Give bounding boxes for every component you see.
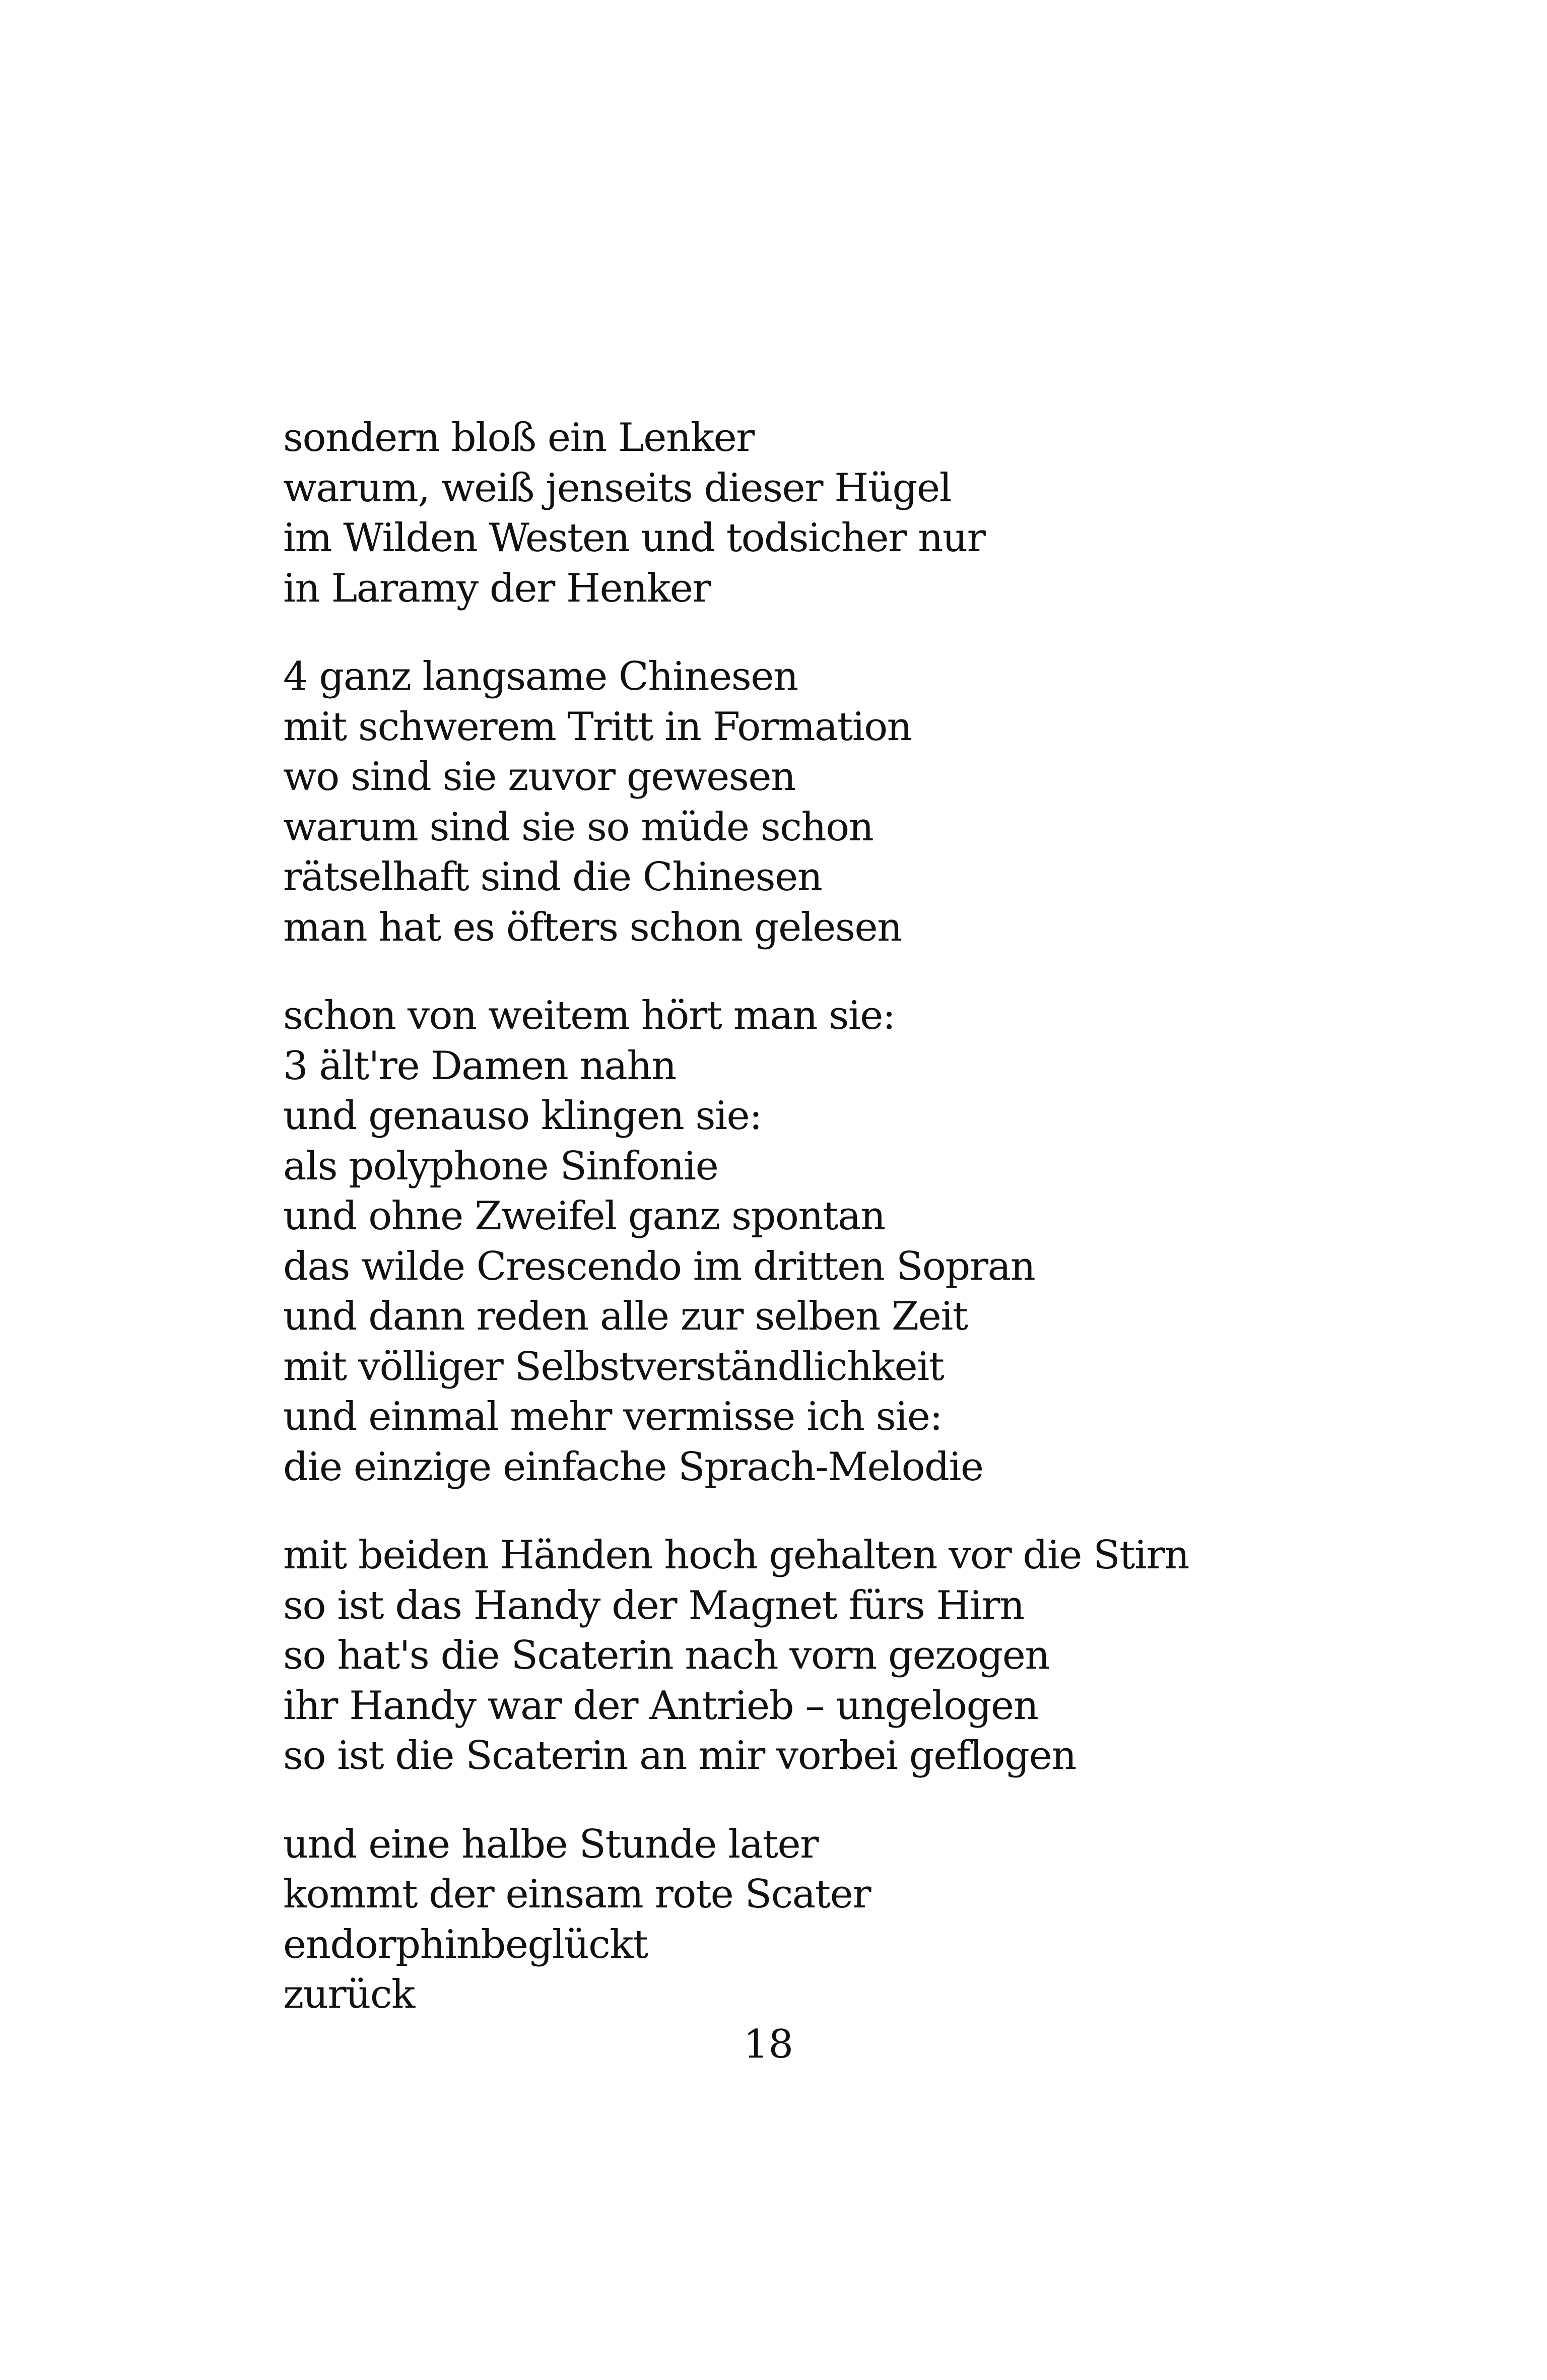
poem-line: zurück: [283, 1972, 415, 2017]
stanza: [283, 991, 1442, 1492]
poem-line: 4 ganz langsame Chinesen: [283, 654, 798, 699]
poem-line: schon von weitem hört man sie:: [283, 993, 895, 1038]
poem-line: sondern bloß ein Lenker: [283, 415, 754, 460]
poem: [283, 413, 1442, 2059]
poem-line: die einzige einfache Sprach-Melodie: [283, 1444, 983, 1490]
poem-line: und eine halbe Stunde later: [283, 1821, 818, 1867]
poem-line: in Laramy der Henker: [283, 565, 711, 611]
page-number: 18: [743, 2022, 794, 2067]
poem-line: mit völliger Selbstverständlichkeit: [283, 1344, 944, 1390]
poem-line: mit schwerem Tritt in Formation: [283, 704, 912, 750]
stanza: [283, 1820, 1442, 2020]
poem-line: als polyphone Sinfonie: [283, 1143, 718, 1189]
poem-line: mit beiden Händen hoch gehalten vor die Stirn: [283, 1533, 1189, 1578]
poem-line: wo sind sie zuvor gewesen: [283, 754, 795, 800]
poem-line: ihr Handy war der Antrieb – ungelogen: [283, 1683, 1038, 1729]
poem-line: und einmal mehr vermisse ich sie:: [283, 1394, 943, 1439]
poem-line: und ohne Zweifel ganz spontan: [283, 1194, 885, 1239]
stanza: [283, 1531, 1442, 1781]
poem-line: so ist die Scaterin an mir vorbei geflogen: [283, 1733, 1076, 1778]
stanza: [283, 652, 1442, 953]
poem-line: rätselhaft sind die Chinesen: [283, 854, 822, 900]
poem-line: das wilde Crescendo im dritten Sopran: [283, 1243, 1035, 1289]
poem-line: so ist das Handy der Magnet fürs Hirn: [283, 1582, 1024, 1628]
poem-line: 3 ält're Damen nahn: [283, 1043, 676, 1089]
poem-line: endorphinbeglückt: [283, 1922, 648, 1967]
poem-line: so hat's die Scaterin nach vorn gezogen: [283, 1633, 1050, 1678]
poem-line: warum sind sie so müde schon: [283, 804, 873, 850]
poem-line: im Wilden Westen und todsicher nur: [283, 515, 985, 561]
poem-line: kommt der einsam rote Scater: [283, 1872, 871, 1917]
poem-line: man hat es öfters schon gelesen: [283, 904, 902, 950]
poem-line: warum, weiß jenseits dieser Hügel: [283, 465, 952, 511]
poem-line: und dann reden alle zur selben Zeit: [283, 1294, 968, 1339]
stanza: [283, 413, 1442, 614]
poem-line: und genauso klingen sie:: [283, 1093, 762, 1139]
